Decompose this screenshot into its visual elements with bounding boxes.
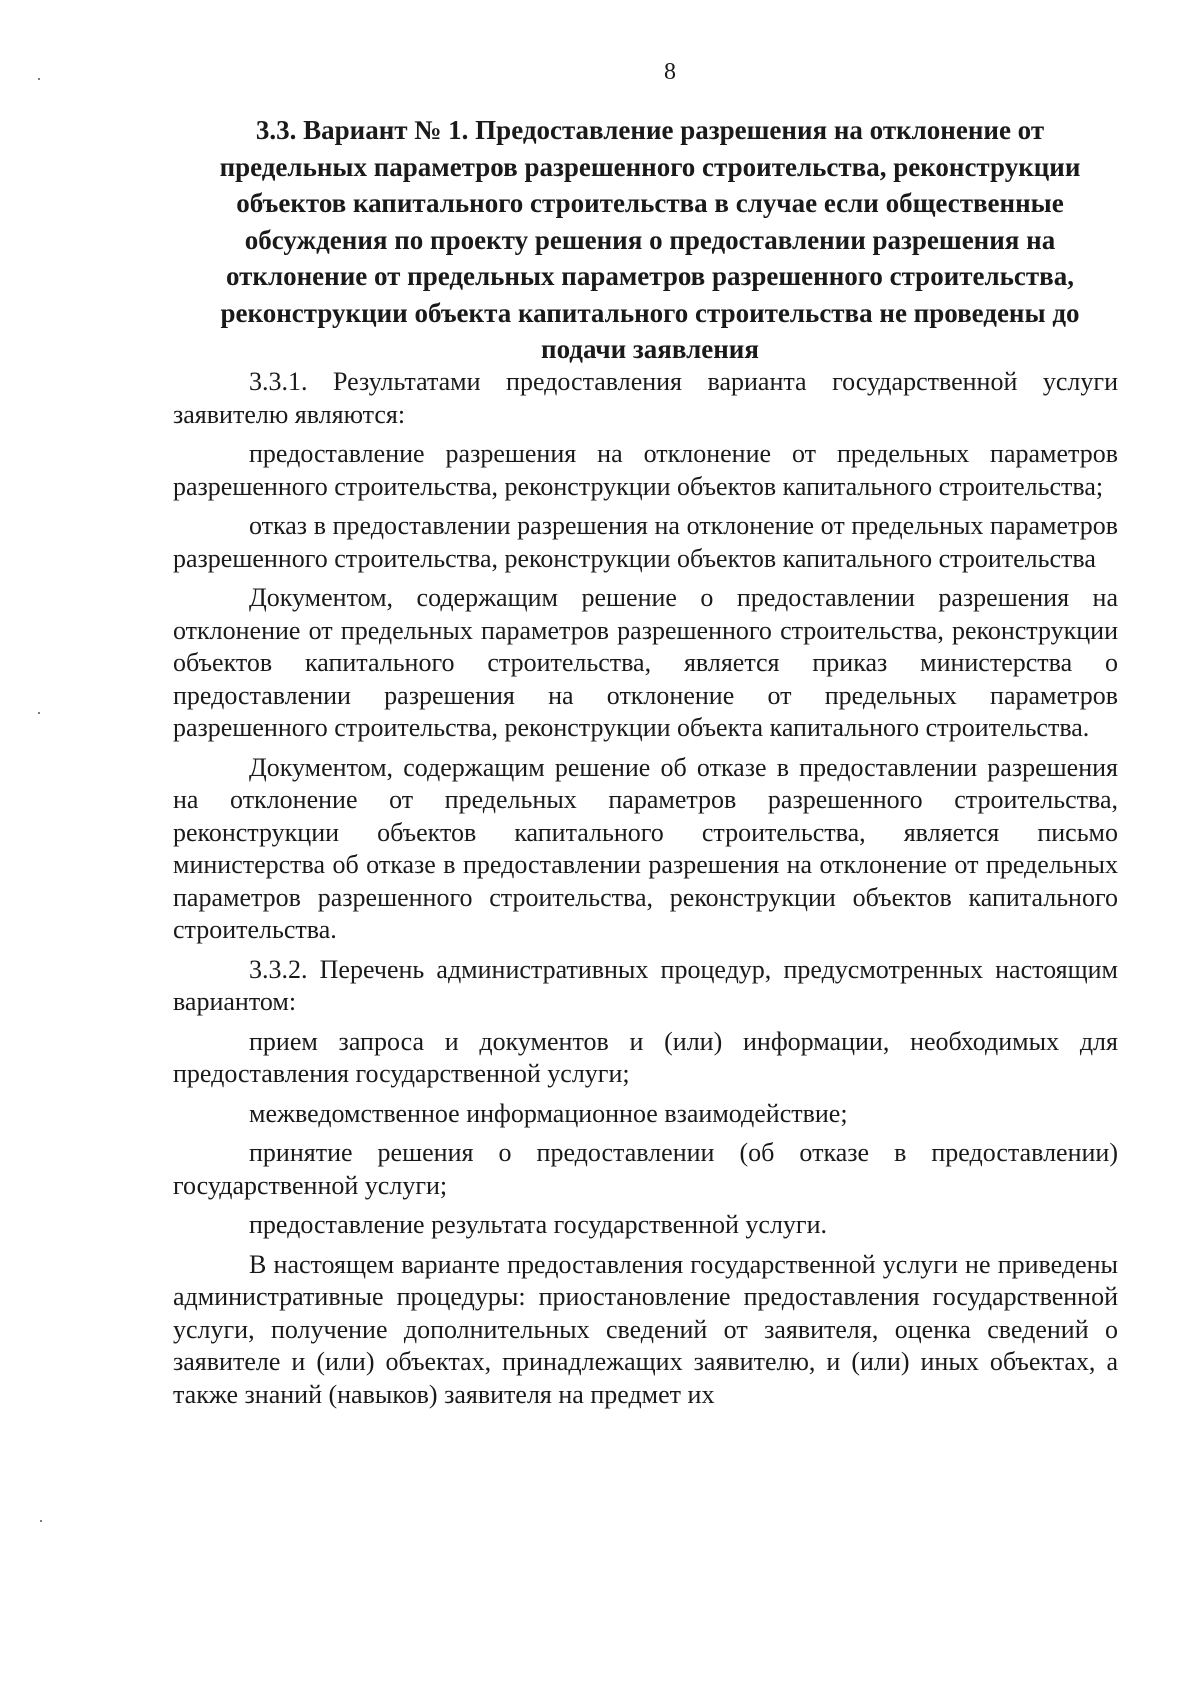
paragraph-procedure-result: предоставление результата государственной услуги. [249, 1210, 828, 1239]
scan-speck [38, 78, 40, 80]
scan-speck [40, 1520, 42, 1522]
paragraph-refusal-document: Документом, содержащим решение об отказе в предоставлении разрешения на отклонение от предельных параметров разрешенного строительства, реконструкции объектов капитального строительства, является письмо министерства об отказе в предоставлении разрешения на отклонение от предельных параметров разрешенного строительства, реконструкции объектов капитального строительства. [173, 752, 1118, 944]
section-heading: 3.3. Вариант № 1. Предоставление разрешения на отклонение от предельных параметров разрешенного строительства, реконструкции объектов капитального строительства в случае если общественные обсуждения по проекту решения о предоставлении разрешения на отклонение от предельных параметров разрешенного строительства, реконструкции объекта капитального строительства не проведены до подачи заявления [219, 115, 1081, 364]
paragraph-grant-document: Документом, содержащим решение о предоставлении разрешения на отклонение от предельных параметров разрешенного строительства, реконструкции объектов капитального строительства, является приказ министерства о предоставлении разрешения на отклонение от предельных параметров разрешенного строительства, реконструкции объекта капитального строительства. [173, 583, 1118, 742]
paragraph-procedure-interaction: межведомственное информационное взаимодействие; [249, 1098, 848, 1128]
section-body [173, 366, 1118, 1411]
paragraph-procedures-intro: 3.3.2. Перечень административных процедур, предусмотренных настоящим вариантом: [173, 954, 1118, 1016]
paragraph-procedure-request: прием запроса и документов и (или) информации, необходимых для предоставления государственной услуги; [173, 1026, 1118, 1088]
page-number: 8 [664, 59, 676, 85]
paragraph-result-refusal: отказ в предоставлении разрешения на отклонение от предельных параметров разрешенного строительства, реконструкции объектов капитального строительства [173, 511, 1118, 573]
scan-speck [38, 712, 40, 714]
paragraph-not-included: В настоящем варианте предоставления государственной услуги не приведены административные процедуры: приостановление предоставления государственной услуги, получение дополнительных сведений от заявителя, оценка сведений о заявителе и (или) объектах, принадлежащих заявителю, и (или) иных объектах, а также знаний (навыков) заявителя на предмет их [173, 1249, 1118, 1409]
paragraph-results-intro: 3.3.1. Результатами предоставления варианта государственной услуги заявителю являются: [173, 367, 1118, 429]
paragraph-result-grant: предоставление разрешения на отклонение от предельных параметров разрешенного строительства, реконструкции объектов капитального строительства; [173, 439, 1118, 501]
paragraph-procedure-decision: принятие решения о предоставлении (об отказе в предоставлении) государственной услуги; [173, 1138, 1118, 1200]
